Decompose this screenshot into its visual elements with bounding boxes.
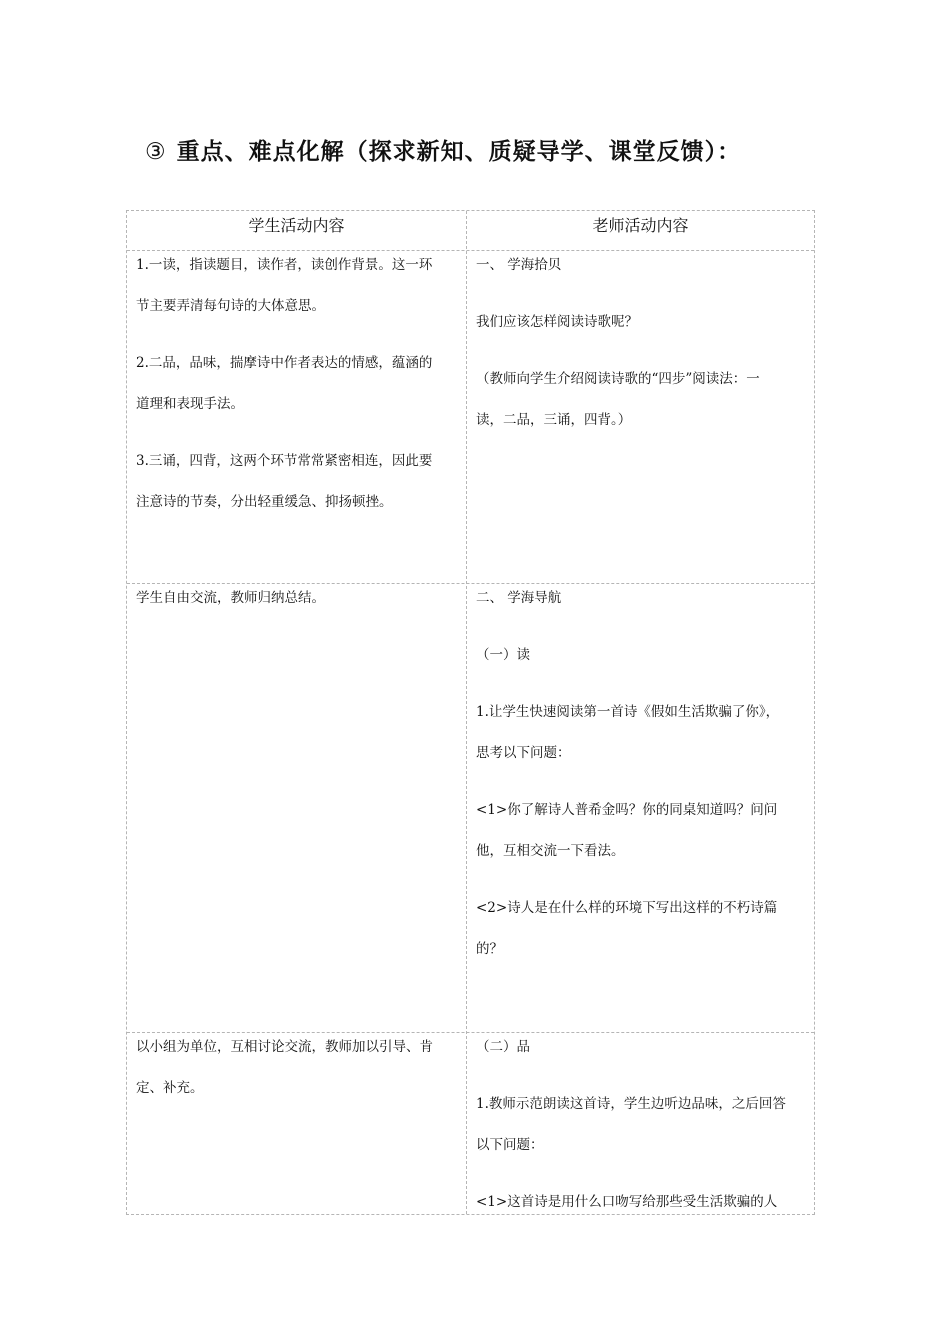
cell-line: （一）读 — [476, 647, 530, 663]
cell-line: 二、 学海导航 — [476, 590, 562, 606]
section-number: ③ — [145, 139, 167, 165]
cell-line: 1.教师示范朗读这首诗，学生边听边品味，之后回答 — [476, 1096, 786, 1112]
cell-line: 3.三诵，四背，这两个环节常常紧密相连，因此要 — [136, 453, 433, 469]
paragraph-gap — [476, 1078, 786, 1094]
row1-student-cell — [136, 255, 432, 533]
cell-line: 以小组为单位，互相讨论交流，教师加以引导、肯 — [136, 1039, 433, 1055]
paragraph-gap — [476, 629, 779, 645]
cell-line: 1.一读，指读题目，读作者，读创作背景。这一环 — [136, 257, 433, 273]
activity-table — [126, 210, 815, 1215]
cell-line: <1>你了解诗人普希金吗？你的同桌知道吗？问问 — [476, 802, 778, 818]
cell-line: 一、 学海拾贝 — [476, 257, 562, 273]
section-title-text: 重点、难点化解（探求新知、质疑导学、课堂反馈）： — [176, 138, 742, 165]
row2-student-cell — [136, 588, 325, 629]
header-teacher-activity: 老师活动内容 — [592, 216, 689, 235]
cell-line: 的？ — [476, 941, 503, 957]
cell-line: 1.让学生快速阅读第一首诗《假如生活欺骗了你》， — [476, 704, 780, 720]
section-title — [145, 133, 741, 166]
cell-line: 定、补充。 — [136, 1080, 204, 1096]
paragraph-gap — [136, 337, 432, 353]
row2-teacher-cell — [476, 588, 779, 980]
paragraph-gap — [476, 784, 779, 800]
cell-line: <2>诗人是在什么样的环境下写出这样的不朽诗篇 — [476, 900, 778, 916]
cell-line: 注意诗的节奏，分出轻重缓急、抑扬顿挫。 — [136, 494, 393, 510]
cell-line: 2.二品，品味，揣摩诗中作者表达的情感，蕴涵的 — [136, 355, 433, 371]
column-divider — [466, 211, 467, 1214]
row-divider — [127, 583, 814, 584]
cell-line: 读，二品，三诵，四背。） — [476, 412, 632, 428]
cell-line: 我们应该怎样阅读诗歌呢？ — [476, 314, 638, 330]
paragraph-gap — [476, 882, 779, 898]
cell-line: 节主要弄清每句诗的大体意思。 — [136, 298, 325, 314]
row3-teacher-cell — [476, 1037, 786, 1233]
cell-line: 学生自由交流，教师归纳总结。 — [136, 590, 325, 606]
paragraph-gap — [476, 1176, 786, 1192]
row1-teacher-cell — [476, 255, 760, 451]
row3-student-cell — [136, 1037, 433, 1119]
paragraph-gap — [476, 353, 760, 369]
cell-line: 他，互相交流一下看法。 — [476, 843, 625, 859]
cell-line: 道理和表现手法。 — [136, 396, 244, 412]
cell-line: （二）品 — [476, 1039, 530, 1055]
cell-line: 以下问题： — [476, 1137, 544, 1153]
cell-line: （教师向学生介绍阅读诗歌的“四步”阅读法：一 — [476, 371, 760, 387]
paragraph-gap — [476, 296, 760, 312]
paragraph-gap — [476, 686, 779, 702]
cell-line: <1>这首诗是用什么口吻写给那些受生活欺骗的人 — [476, 1194, 778, 1210]
row-divider — [127, 250, 814, 251]
row-divider — [127, 1032, 814, 1033]
header-student-activity: 学生活动内容 — [248, 216, 345, 235]
cell-line: 思考以下问题： — [476, 745, 571, 761]
paragraph-gap — [136, 435, 432, 451]
